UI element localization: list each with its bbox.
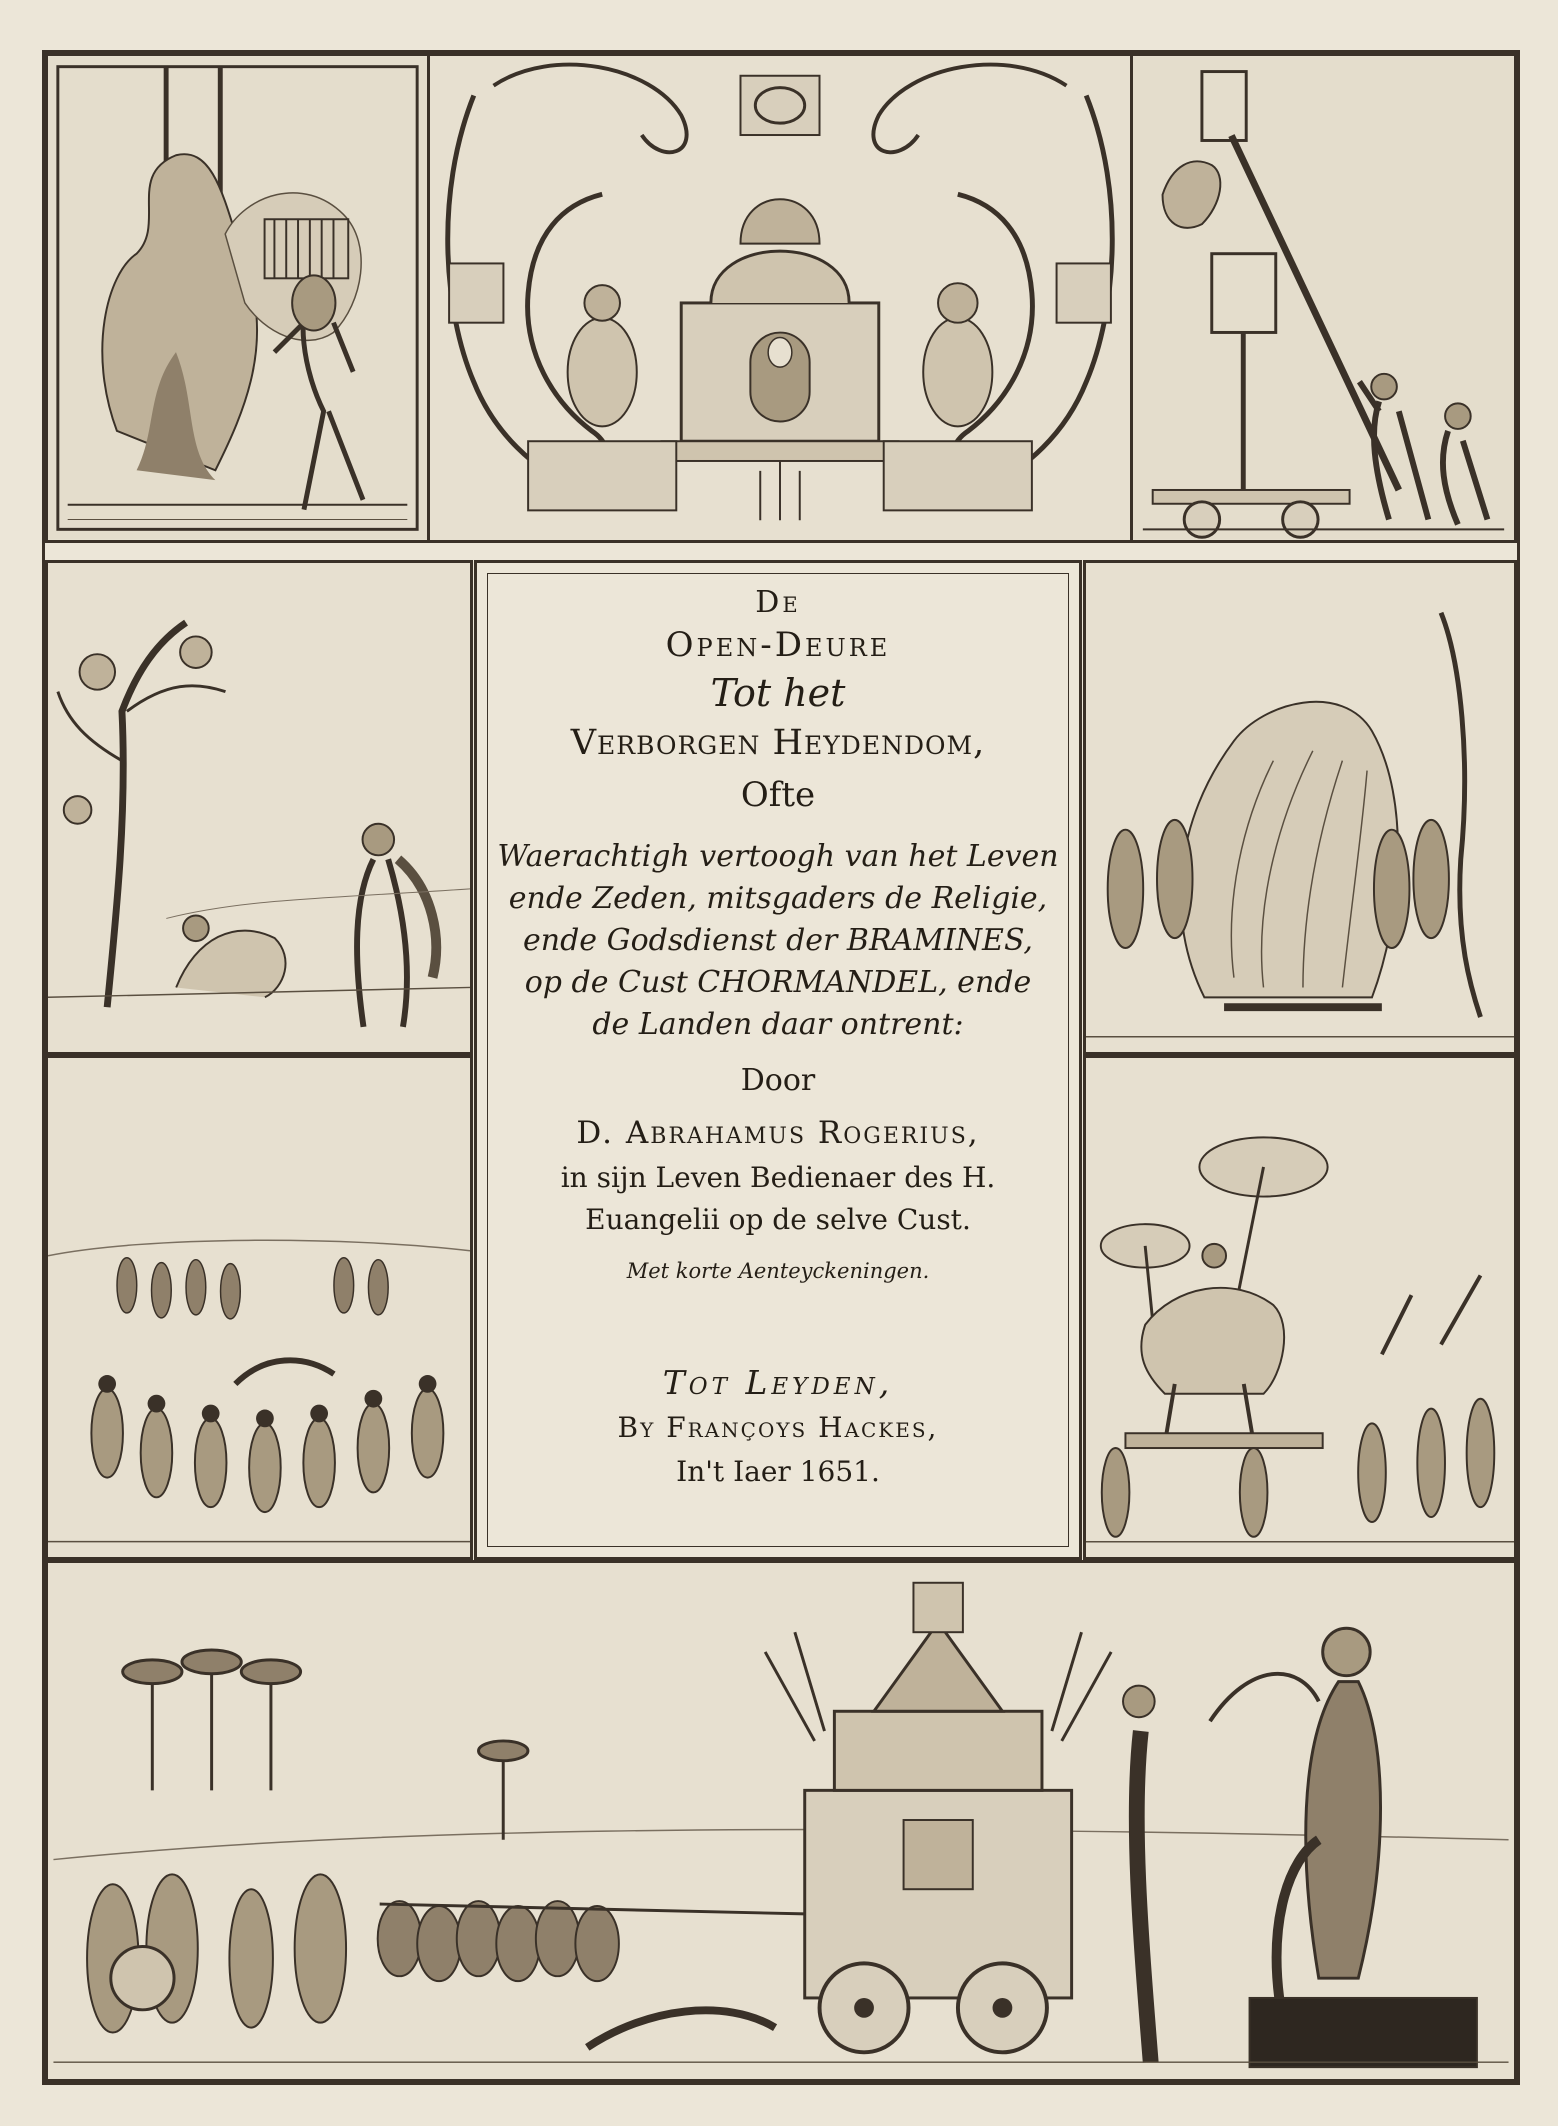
funeral-pyre-illustration [1086,563,1514,1052]
title-line-godsdienst: ende Godsdienst der BRAMINES, [523,923,1033,958]
panel-top-left [45,53,430,543]
panel-mid-left-bottom [45,1055,473,1560]
panel-mid-left-top [45,560,473,1055]
title-line-euangelii: Euangelii op de selve Cust. [585,1203,971,1236]
imprint-place: Tot Leyden, [662,1363,894,1402]
dancing-crowd-illustration [48,1058,470,1557]
temple-car-procession-illustration [48,1563,1514,2079]
panel-bottom [45,1560,1517,2082]
panel-top-right [1130,53,1517,543]
parasol-procession-illustration [1086,1058,1514,1557]
imprint-publisher: By Françoys Hackes, [617,1411,939,1444]
title-line-open-deure: Open-Deure [665,625,891,665]
title-line-door: Door [740,1063,816,1098]
title-frame [474,560,1082,1560]
title-line-waerachtigh: Waerachtigh vertoogh van het Leven [497,839,1059,874]
hook-swinging-illustration [1133,56,1514,540]
title-line-cust-chormandel: op de Cust CHORMANDEL, ende [524,965,1032,1000]
author-name: D. Abrahamus Rogerius, [576,1115,980,1151]
title-line-ofte: Ofte [740,775,816,815]
shrine-ornament-illustration [430,56,1130,540]
hanging-over-fire-illustration [48,56,427,540]
imprint-year: In't Iaer 1651. [676,1455,880,1488]
title-line-de: De [755,585,801,620]
title-line-verborgen-heydendom: Verborgen Heydendom, [570,723,986,763]
title-line-tot-het: Tot het [710,671,846,715]
panel-mid-right-bottom [1083,1055,1517,1560]
tree-devotees-illustration [48,563,470,1052]
title-line-aenteyckeningen: Met korte Aenteyckeningen. [626,1259,930,1283]
title-line-landen: de Landen daar ontrent: [592,1007,964,1042]
panel-mid-right-top [1083,560,1517,1055]
title-line-bedienaer: in sijn Leven Bedienaer des H. [560,1161,996,1194]
title-line-ende-zeden: ende Zeden, mitsgaders de Religie, [508,881,1048,916]
panel-top-center [430,53,1130,543]
